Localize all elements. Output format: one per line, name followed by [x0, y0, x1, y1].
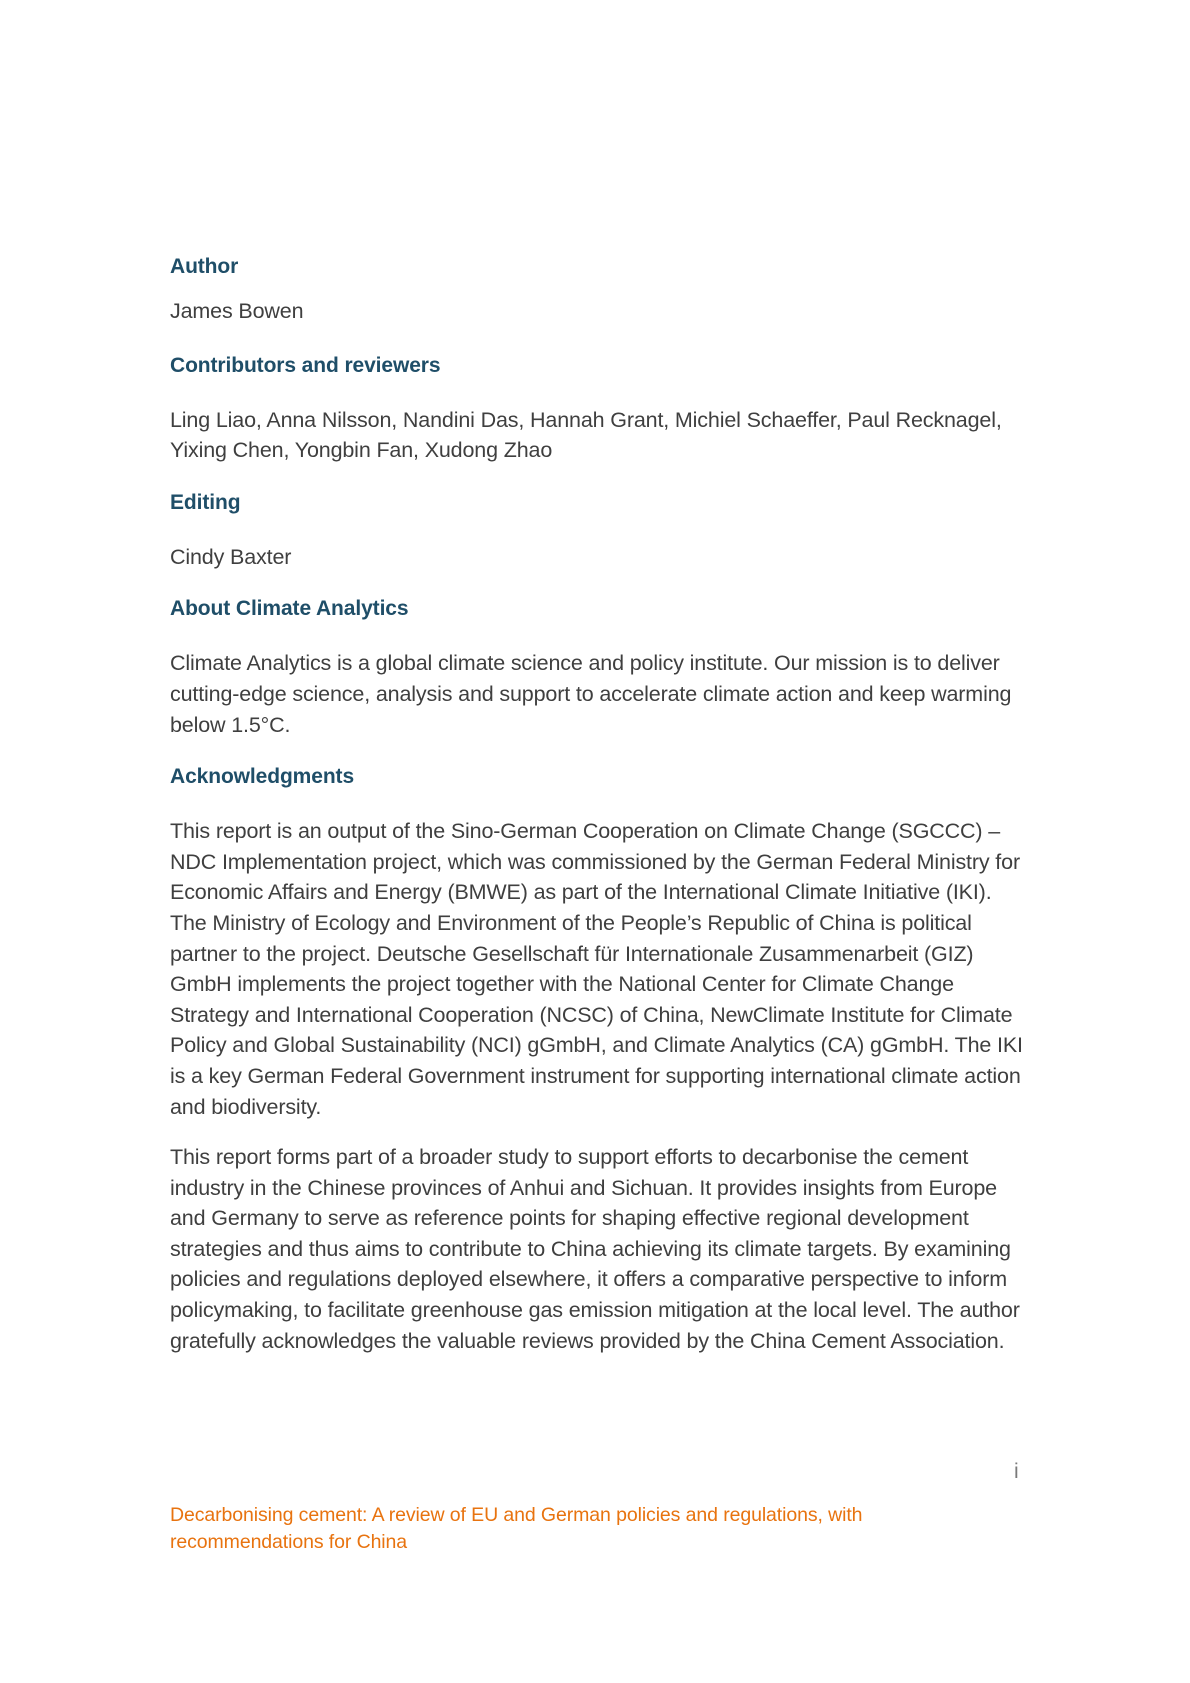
editor-name: Cindy Baxter [170, 544, 292, 569]
about-text: Climate Analytics is a global climate science and policy institute. Our mission is to deliver cutting-edge science, analysis and support to accelerate climate action and keep warming below 1.5°C. [170, 651, 1012, 737]
editing-heading: Editing [170, 490, 241, 514]
contributors-heading: Contributors and reviewers [170, 353, 441, 377]
acknowledgments-heading: Acknowledgments [170, 765, 355, 789]
about-heading: About Climate Analytics [170, 597, 409, 621]
author-name: James Bowen [170, 299, 304, 323]
document-body [170, 252, 1030, 1356]
contributors-list: Ling Liao, Anna Nilsson, Nandini Das, Hannah Grant, Michiel Schaeffer, Paul Recknagel, Yixing Chen, Yongbin Fan, Xudong Zhao [170, 407, 1002, 463]
page-number: i [1014, 1460, 1019, 1483]
footer-document-title: Decarbonising cement: A review of EU and German policies and regulations, with recommendations for China [170, 1504, 863, 1553]
acknowledgments-paragraph-1: This report is an output of the Sino-German Cooperation on Climate Change (SGCCC) – NDC Implementation project, which was commissioned by the German Federal Ministry for Economic Affairs and Energy (BMWE) as part of the International Climate Initiative (IKI). The Ministry of Ecology and Environment of the People’s Republic of China is political partner to the project. Deutsche Gesellschaft für Internationale Zusammenarbeit (GIZ) GmbH implements the project together with the National Center for Climate Change Strategy and International Cooperation (NCSC) of China, NewClimate Institute for Climate Policy and Global Sustainability (NCI) gGmbH, and Climate Analytics (CA) gGmbH. The IKI is a key German Federal Government instrument for supporting international climate action and biodiversity. [170, 819, 1023, 1119]
acknowledgments-paragraph-2: This report forms part of a broader study to support efforts to decarbonise the cement industry in the Chinese provinces of Anhui and Sichuan. It provides insights from Europe and Germany to serve as reference points for shaping effective regional development strategies and thus aims to contribute to China achieving its climate targets. By examining policies and regulations deployed elsewhere, it offers a comparative perspective to inform policymaking, to facilitate greenhouse gas emission mitigation at the local level. The author gratefully acknowledges the valuable reviews provided by the China Cement Association. [170, 1145, 1020, 1353]
author-heading: Author [170, 255, 239, 278]
